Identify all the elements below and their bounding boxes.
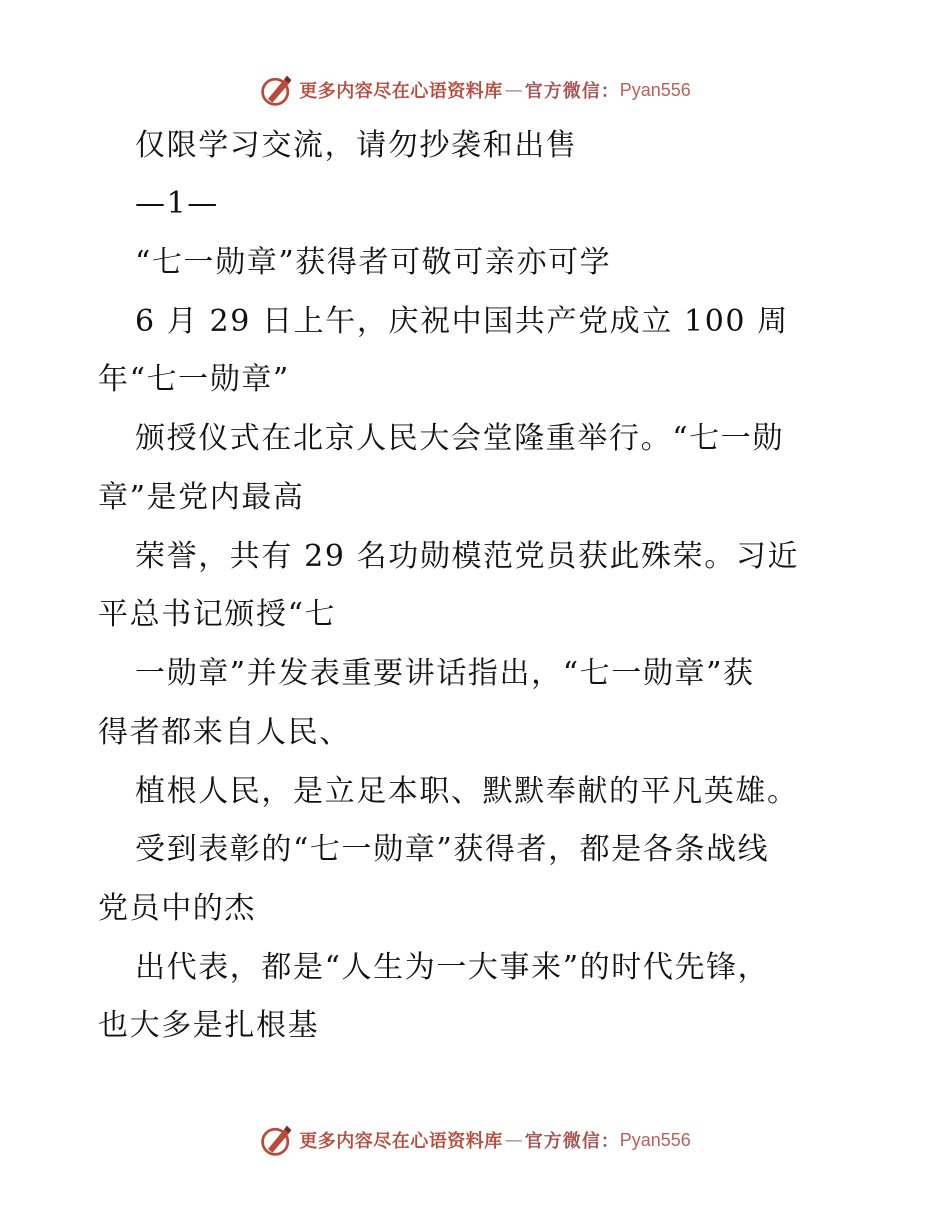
watermark-banner-bottom <box>0 1122 950 1158</box>
pen-logo-icon <box>259 1122 295 1158</box>
watermark-official-label: 官方微信： <box>524 1131 620 1152</box>
watermark-site-text: 更多内容尽在心语资料库 <box>299 1131 503 1152</box>
paragraph-line: 一勋章”并发表重要讲话指出，“七一勋章”获 <box>135 656 755 691</box>
watermark-wechat-id: Pyan556 <box>619 79 691 100</box>
page-number: —1— <box>135 186 219 221</box>
paragraph-line: 年“七一勋章” <box>98 362 290 397</box>
paragraph-line: 得者都来自人民、 <box>98 715 351 750</box>
paragraph-line: 章”是党内最高 <box>98 480 305 515</box>
paragraph-line: 颁授仪式在北京人民大会堂隆重举行。“七一勋 <box>135 421 784 456</box>
watermark-dash: — <box>504 79 523 101</box>
watermark-dash: — <box>504 1129 523 1151</box>
paragraph-line: 植根人民，是立足本职、默默奉献的平凡英雄。 <box>135 774 799 809</box>
watermark-official-label: 官方微信： <box>524 81 620 102</box>
watermark-wechat-id: Pyan556 <box>619 1129 691 1150</box>
watermark-banner-top <box>0 72 950 108</box>
notice-line: 仅限学习交流，请勿抄袭和出售 <box>135 128 578 163</box>
paragraph-line: 平总书记颁授“七 <box>98 597 337 632</box>
paragraph-line: 6 月 29 日上午，庆祝中国共产党成立 100 周 <box>135 304 789 339</box>
article-title: “七一勋章”获得者可敬可亲亦可学 <box>135 245 612 280</box>
paragraph-line: 也大多是扎根基 <box>98 1008 320 1043</box>
paragraph-line: 荣誉，共有 29 名功勋模范党员获此殊荣。习近 <box>135 539 800 574</box>
pen-logo-icon <box>259 72 295 108</box>
paragraph-line: 党员中的杰 <box>98 891 256 926</box>
paragraph-line: 出代表，都是“人生为一大事来”的时代先锋， <box>135 950 770 985</box>
watermark-site-text: 更多内容尽在心语资料库 <box>299 81 503 102</box>
paragraph-line: 受到表彰的“七一勋章”获得者，都是各条战线 <box>135 832 770 867</box>
